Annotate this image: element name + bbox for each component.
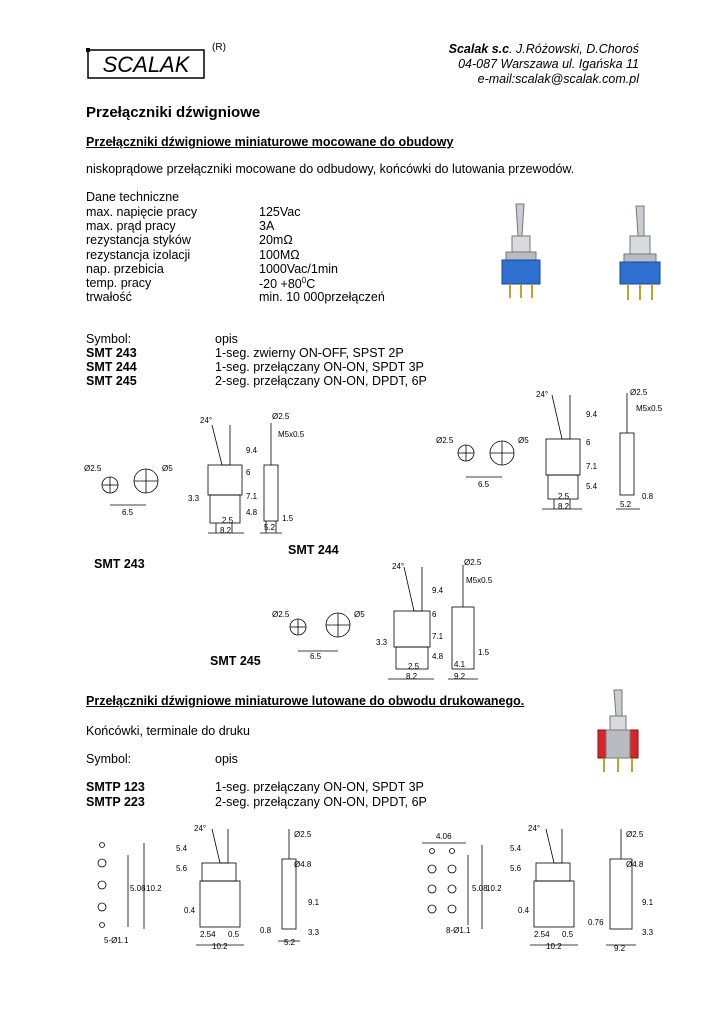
page-title: Przełączniki dźwigniowe xyxy=(86,104,261,121)
svg-text:M5x0.5: M5x0.5 xyxy=(636,404,663,413)
svg-text:M5x0.5: M5x0.5 xyxy=(466,576,493,585)
svg-text:9.2: 9.2 xyxy=(614,944,626,953)
specs-heading: Dane techniczne xyxy=(86,190,180,204)
svg-text:6.5: 6.5 xyxy=(478,480,490,489)
svg-text:5.4: 5.4 xyxy=(586,482,598,491)
logo-text: SCALAK xyxy=(102,52,190,77)
svg-text:5.2: 5.2 xyxy=(284,938,296,947)
svg-text:3.3: 3.3 xyxy=(308,928,320,937)
svg-text:0.76: 0.76 xyxy=(588,918,604,927)
company-address: 04-087 Warszawa ul. Igańska 11 xyxy=(458,57,639,71)
svg-text:10.2: 10.2 xyxy=(146,884,162,893)
label-smt243: SMT 243 xyxy=(94,557,145,571)
smt243-drawing xyxy=(80,405,310,540)
svg-text:0.8: 0.8 xyxy=(260,926,272,935)
svg-text:6: 6 xyxy=(432,610,437,619)
switch-photo-1 xyxy=(502,204,540,298)
svg-text:4.1: 4.1 xyxy=(454,660,466,669)
toggle-switch-photos xyxy=(488,196,678,306)
svg-text:9.4: 9.4 xyxy=(246,446,258,455)
svg-text:2.5: 2.5 xyxy=(408,662,420,671)
svg-text:2.54: 2.54 xyxy=(534,930,550,939)
svg-text:24°: 24° xyxy=(200,416,213,425)
svg-text:2.5: 2.5 xyxy=(558,492,570,501)
svg-text:Ø2.5: Ø2.5 xyxy=(464,558,482,567)
svg-text:5.2: 5.2 xyxy=(264,523,276,532)
svg-text:10.2: 10.2 xyxy=(212,942,228,951)
svg-text:Ø2.5: Ø2.5 xyxy=(272,412,290,421)
svg-text:Ø2.5: Ø2.5 xyxy=(630,388,648,397)
svg-text:6: 6 xyxy=(246,468,251,477)
svg-text:8.2: 8.2 xyxy=(406,672,418,681)
svg-text:Ø2.5: Ø2.5 xyxy=(294,830,312,839)
svg-text:Ø4.8: Ø4.8 xyxy=(626,860,644,869)
svg-text:Ø4.8: Ø4.8 xyxy=(294,860,312,869)
svg-text:5.4: 5.4 xyxy=(176,844,188,853)
svg-text:3.3: 3.3 xyxy=(188,494,200,503)
svg-text:Ø5: Ø5 xyxy=(354,610,365,619)
svg-text:6.5: 6.5 xyxy=(122,508,134,517)
company-name: Scalak s.c xyxy=(448,42,510,56)
smt244-drawing xyxy=(430,383,680,513)
svg-text:5.2: 5.2 xyxy=(620,500,632,509)
svg-text:7.1: 7.1 xyxy=(586,462,598,471)
company-owners: . J.Różowski, D.Choroś xyxy=(509,42,639,56)
svg-text:5.6: 5.6 xyxy=(176,864,188,873)
pcb-switch-photo xyxy=(590,686,650,776)
svg-text:1.5: 1.5 xyxy=(282,514,294,523)
svg-text:3.3: 3.3 xyxy=(642,928,654,937)
svg-text:5.08: 5.08 xyxy=(130,884,146,893)
svg-text:Ø2.5: Ø2.5 xyxy=(436,436,454,445)
svg-text:9.4: 9.4 xyxy=(432,586,444,595)
svg-text:Ø5: Ø5 xyxy=(518,436,529,445)
svg-text:24°: 24° xyxy=(392,562,405,571)
svg-text:2.5: 2.5 xyxy=(222,516,234,525)
svg-text:24°: 24° xyxy=(194,825,207,833)
svg-text:9.4: 9.4 xyxy=(586,410,598,419)
company-email: e-mail:scalak@scalak.com.pl xyxy=(477,72,639,86)
svg-text:6: 6 xyxy=(586,438,591,447)
company-logo xyxy=(86,44,206,82)
section2-heading: Przełączniki dźwigniowe miniaturowe lutowane do obwodu drukowanego. xyxy=(86,694,525,708)
svg-text:Ø2.5: Ø2.5 xyxy=(272,610,290,619)
svg-text:8-Ø1.1: 8-Ø1.1 xyxy=(446,926,471,935)
svg-text:0.5: 0.5 xyxy=(228,930,240,939)
svg-text:9.1: 9.1 xyxy=(642,898,654,907)
section1-description: niskoprądowe przełączniki mocowane do odbudowy, końcówki do lutowania przewodów. xyxy=(86,162,575,176)
svg-text:4.06: 4.06 xyxy=(436,832,452,841)
svg-text:3.3: 3.3 xyxy=(376,638,388,647)
svg-text:24°: 24° xyxy=(536,390,549,399)
svg-text:10.2: 10.2 xyxy=(486,884,502,893)
svg-text:9.2: 9.2 xyxy=(454,672,466,681)
section2-description: Końcówki, terminale do druku xyxy=(86,724,250,738)
svg-text:7.1: 7.1 xyxy=(432,632,444,641)
smtp223-drawing xyxy=(416,825,666,955)
svg-text:0.4: 0.4 xyxy=(518,906,530,915)
svg-text:24°: 24° xyxy=(528,825,541,833)
svg-text:4.8: 4.8 xyxy=(432,652,444,661)
svg-text:5.08: 5.08 xyxy=(472,884,488,893)
svg-text:0.8: 0.8 xyxy=(642,492,654,501)
label-smt245: SMT 245 xyxy=(210,654,261,668)
svg-text:5.6: 5.6 xyxy=(510,864,522,873)
svg-text:0.5: 0.5 xyxy=(562,930,574,939)
smt245-drawing xyxy=(268,555,498,685)
registered-mark: (R) xyxy=(212,42,226,53)
svg-text:2.54: 2.54 xyxy=(200,930,216,939)
svg-text:7.1: 7.1 xyxy=(246,492,258,501)
section1-heading: Przełączniki dźwigniowe miniaturowe mocowane do obudowy xyxy=(86,135,454,149)
svg-text:M5x0.5: M5x0.5 xyxy=(278,430,305,439)
company-info xyxy=(449,42,639,87)
svg-text:6.5: 6.5 xyxy=(310,652,322,661)
svg-text:8.2: 8.2 xyxy=(558,502,570,511)
svg-text:10.2: 10.2 xyxy=(546,942,562,951)
svg-text:5.4: 5.4 xyxy=(510,844,522,853)
svg-text:Ø2.5: Ø2.5 xyxy=(626,830,644,839)
label-smt244: SMT 244 xyxy=(288,543,339,557)
svg-text:9.1: 9.1 xyxy=(308,898,320,907)
svg-text:5-Ø1.1: 5-Ø1.1 xyxy=(104,936,129,945)
svg-text:1.5: 1.5 xyxy=(478,648,490,657)
smtp123-drawing xyxy=(84,825,334,955)
switch-photo-2 xyxy=(620,206,660,300)
svg-text:0.4: 0.4 xyxy=(184,906,196,915)
svg-text:Ø5: Ø5 xyxy=(162,464,173,473)
svg-text:8.2: 8.2 xyxy=(220,526,232,535)
svg-text:4.8: 4.8 xyxy=(246,508,258,517)
svg-text:Ø2.5: Ø2.5 xyxy=(84,464,102,473)
